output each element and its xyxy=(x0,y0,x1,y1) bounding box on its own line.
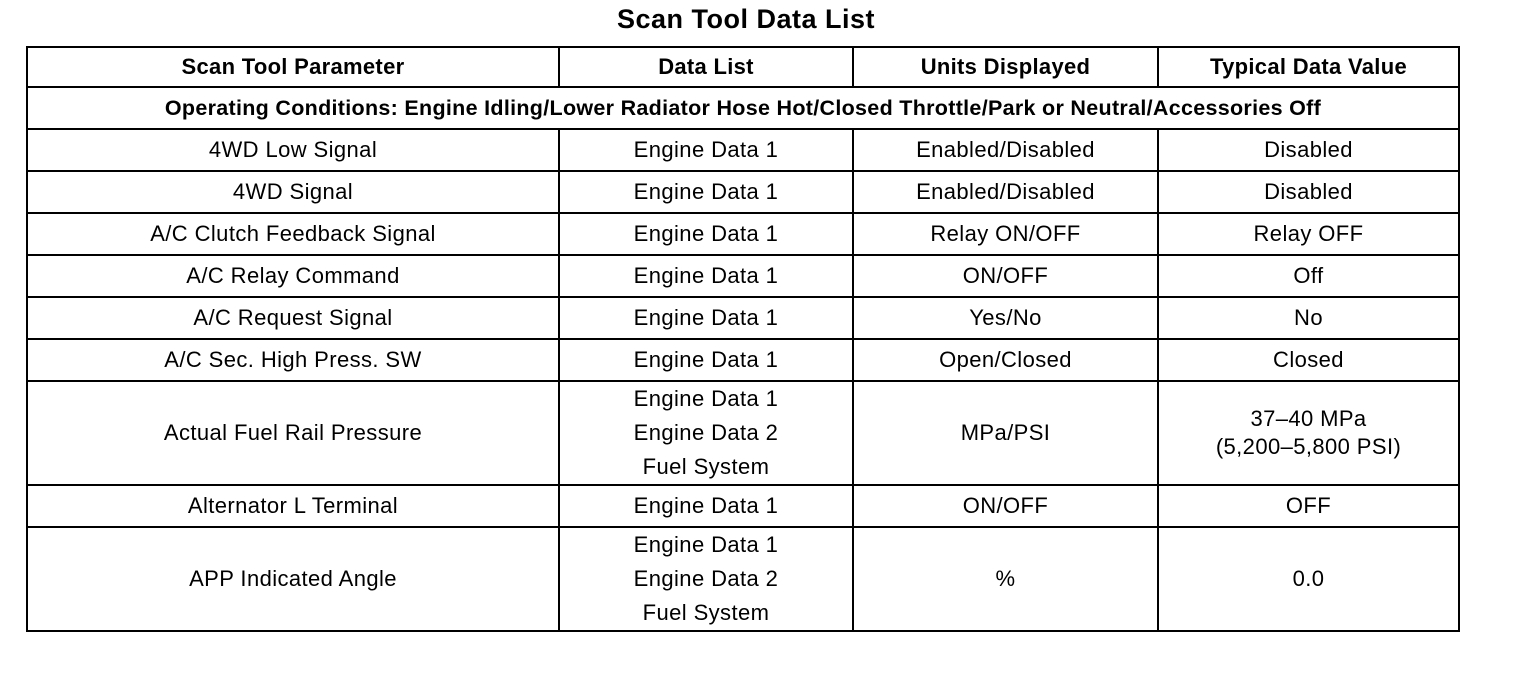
cell-parameter: Alternator L Terminal xyxy=(27,485,559,527)
cell-parameter: A/C Request Signal xyxy=(27,297,559,339)
cell-units: % xyxy=(853,527,1158,631)
cell-parameter: A/C Clutch Feedback Signal xyxy=(27,213,559,255)
cell-data-list xyxy=(559,213,853,255)
cell-units: Relay ON/OFF xyxy=(853,213,1158,255)
data-list-entry: Engine Data 1 xyxy=(633,532,779,557)
data-list-entry: Engine Data 1 xyxy=(633,263,779,288)
data-list-entry: Fuel System xyxy=(642,600,770,625)
cell-typical-value xyxy=(1158,381,1459,485)
cell-parameter: A/C Relay Command xyxy=(27,255,559,297)
cell-parameter: Actual Fuel Rail Pressure xyxy=(27,381,559,485)
typical-value-line: Disabled xyxy=(1264,137,1353,162)
cell-units: Yes/No xyxy=(853,297,1158,339)
data-list-entry: Engine Data 1 xyxy=(633,305,779,330)
table-row xyxy=(27,527,1459,631)
table-row xyxy=(27,171,1459,213)
cell-typical-value xyxy=(1158,213,1459,255)
typical-value-line: (5,200–5,800 PSI) xyxy=(1215,434,1402,459)
cell-units: Enabled/Disabled xyxy=(853,129,1158,171)
cell-typical-value xyxy=(1158,485,1459,527)
data-list-entry: Engine Data 1 xyxy=(633,493,779,518)
header-units: Units Displayed xyxy=(853,47,1158,87)
typical-value-line: 0.0 xyxy=(1292,566,1325,591)
typical-value-line: Closed xyxy=(1273,347,1344,372)
cell-data-list xyxy=(559,527,853,631)
cell-typical-value xyxy=(1158,171,1459,213)
data-list-entry: Engine Data 2 xyxy=(633,420,779,445)
header-parameter: Scan Tool Parameter xyxy=(27,47,559,87)
data-list-entry: Engine Data 1 xyxy=(633,386,779,411)
cell-typical-value xyxy=(1158,255,1459,297)
data-list-entry: Engine Data 1 xyxy=(633,347,779,372)
cell-data-list xyxy=(559,255,853,297)
typical-value-line: Relay OFF xyxy=(1253,221,1364,246)
table-row xyxy=(27,339,1459,381)
cell-parameter: 4WD Low Signal xyxy=(27,129,559,171)
cell-parameter: A/C Sec. High Press. SW xyxy=(27,339,559,381)
typical-value-line: Disabled xyxy=(1264,179,1353,204)
data-list-entry: Engine Data 1 xyxy=(633,179,779,204)
header-typical: Typical Data Value xyxy=(1158,47,1459,87)
data-list-entry: Engine Data 1 xyxy=(633,221,779,246)
table-row xyxy=(27,255,1459,297)
cell-units: Open/Closed xyxy=(853,339,1158,381)
scan-tool-data-table xyxy=(26,46,1460,632)
cell-typical-value xyxy=(1158,297,1459,339)
cell-typical-value xyxy=(1158,129,1459,171)
typical-value-line: Off xyxy=(1293,263,1324,288)
cell-data-list xyxy=(559,297,853,339)
data-list-entry: Engine Data 2 xyxy=(633,566,779,591)
operating-conditions-row xyxy=(27,87,1459,129)
cell-data-list xyxy=(559,129,853,171)
header-data-list: Data List xyxy=(559,47,853,87)
cell-data-list xyxy=(559,339,853,381)
cell-units: Enabled/Disabled xyxy=(853,171,1158,213)
typical-value-line: No xyxy=(1294,305,1323,330)
cell-typical-value xyxy=(1158,527,1459,631)
cell-units: ON/OFF xyxy=(853,255,1158,297)
cell-typical-value xyxy=(1158,339,1459,381)
typical-value-line: OFF xyxy=(1285,493,1332,518)
data-list-entry: Engine Data 1 xyxy=(633,137,779,162)
cell-data-list xyxy=(559,171,853,213)
cell-parameter: 4WD Signal xyxy=(27,171,559,213)
table-row xyxy=(27,129,1459,171)
table-row xyxy=(27,297,1459,339)
cell-units: ON/OFF xyxy=(853,485,1158,527)
operating-conditions: Operating Conditions: Engine Idling/Lower Radiator Hose Hot/Closed Throttle/Park or Neutral/Accessories Off xyxy=(27,87,1459,129)
typical-value-line: 37–40 MPa xyxy=(1250,406,1367,431)
cell-parameter: APP Indicated Angle xyxy=(27,527,559,631)
table-row xyxy=(27,381,1459,485)
table-row xyxy=(27,213,1459,255)
cell-units: MPa/PSI xyxy=(853,381,1158,485)
table-header-row xyxy=(27,47,1459,87)
cell-data-list xyxy=(559,381,853,485)
page-title: Scan Tool Data List xyxy=(616,4,876,34)
cell-data-list xyxy=(559,485,853,527)
table-row xyxy=(27,485,1459,527)
data-list-entry: Fuel System xyxy=(642,454,770,479)
